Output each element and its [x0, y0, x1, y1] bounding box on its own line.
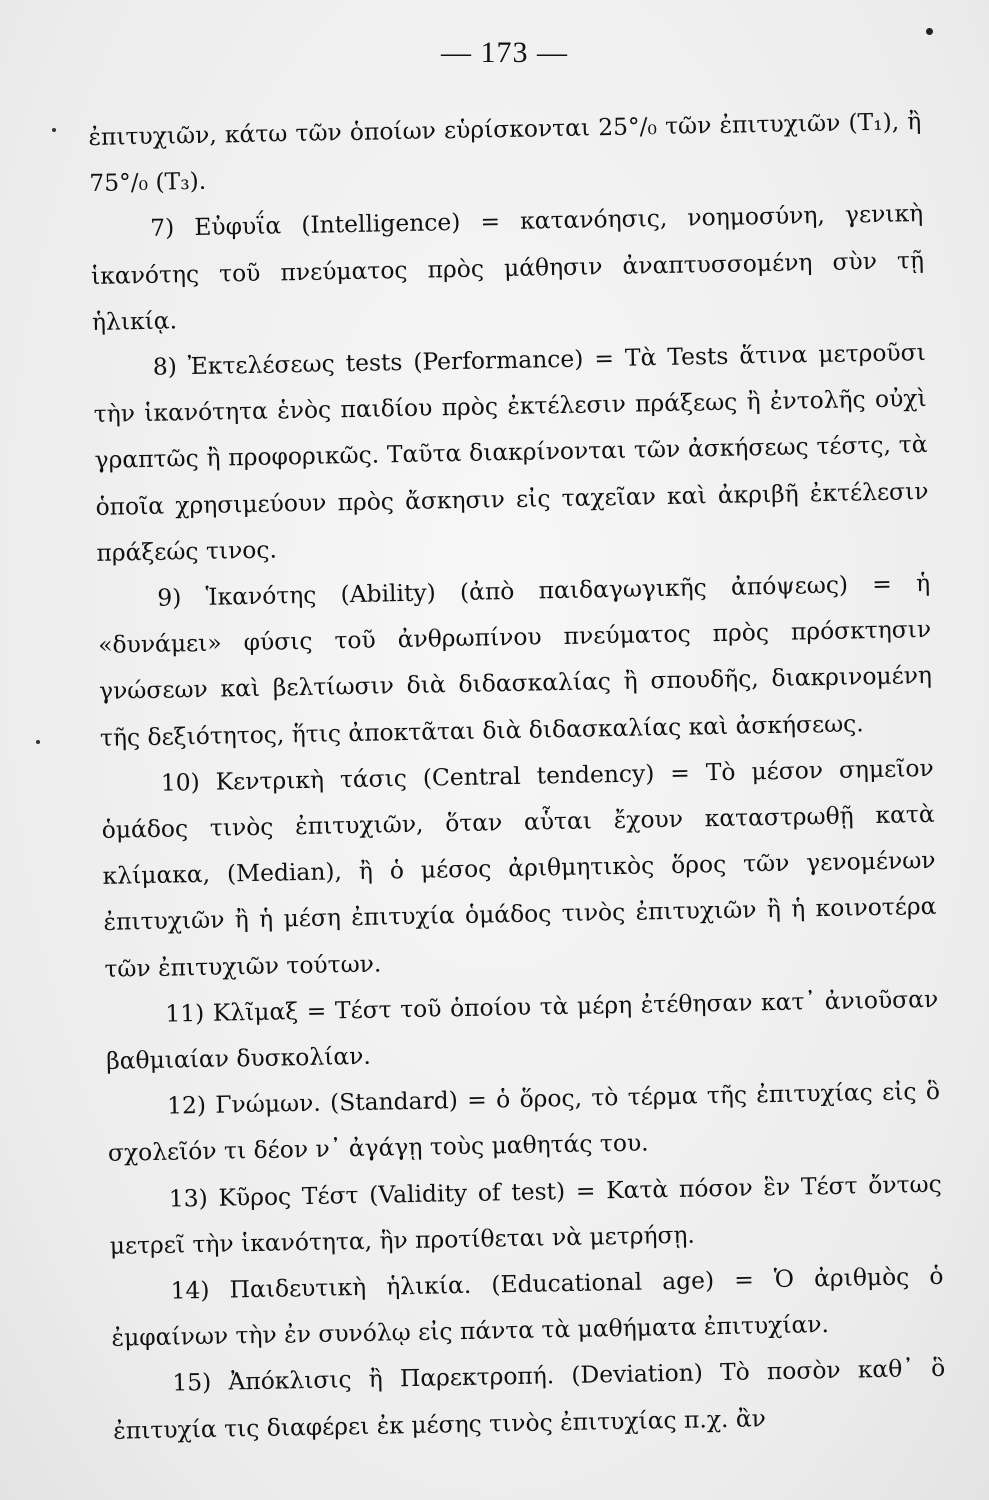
paragraph-definition-14: 14) Παιδευτικὴ ἡλικία. (Educational age) = Ὁ ἀριθμὸς ὁ ἐμφαίνων τὴν ἐν συνόλῳ εἰς πάντα τὰ μαθήματα ἐπιτυχίαν.	[111, 1261, 944, 1353]
page-number: — 173 —	[441, 36, 568, 69]
paragraph-definition-7: 7) Εὐφυΐα (Intelligence) = κατανόησις, νοημοσύνη, γενικὴ ἱκανότης τοῦ πνεύματος πρὸς μάθησιν ἀναπτυσσομένη σὺν τῇ ἡλικίᾳ.	[90, 199, 925, 336]
paragraph-definition-15: 15) Ἀπόκλισις ἢ Παρεκτροπή. (Deviation) Τὸ ποσὸν καθ᾿ ὃ ἐπιτυχία τις διαφέρει ἐκ μέσης τινὸς ἐπιτυχίας π.χ. ἂν	[113, 1354, 946, 1445]
paragraph-definition-13: 13) Κῦρος Τέστ (Validity of test) = Κατὰ πόσον ἓν Τέστ ὄντως μετρεῖ τὴν ἱκανότητα, ἣν προτίθεται νὰ μετρήσῃ.	[109, 1169, 942, 1260]
paragraph-definition-10: 10) Κεντρικὴ τάσις (Central tendency) = Τὸ μέσον σημεῖον ὁμάδος τινὸς ἐπιτυχιῶν, ὅταν αὗται ἔχουν καταστρωθῇ κατὰ κλίμακα, (Median), ἢ ὁ μέσος ἀριθμητικὸς ὅρος τῶν γενομένων ἐπιτυχιῶν ἢ ἡ μέση ἐπιτυχία ὁμάδος τινὸς ἐπιτυχιῶν ἢ ἡ κοινοτέρα τῶν ἐπιτυχιῶν τούτων.	[101, 753, 937, 983]
ink-dot	[926, 28, 933, 35]
paragraph-definition-12: 12) Γνώμων. (Standard) = ὁ ὅρος, τὸ τέρμα τῆς ἐπιτυχίας εἰς ὃ σχολεῖόν τι δέον ν᾿ ἀγάγῃ τοὺς μαθητάς του.	[107, 1077, 941, 1168]
paragraph-definition-9: 9) Ἱκανότης (Ability) (ἀπὸ παιδαγωγικῆς ἀπόψεως) = ἡ «δυνάμει» φύσις τοῦ ἀνθρωπίνου πνεύματος πρὸς πρόσκτησιν γνώσεων καὶ βελτίωσιν διὰ διδασκαλίας ἢ σπουδῆς, διακρινομένη τῆς δεξιότητος, ἥτις ἀποκτᾶται διὰ διδασκαλίας καὶ ἀσκήσεως.	[97, 568, 933, 752]
stray-mark	[52, 128, 56, 132]
paragraph-definition-8: 8) Ἐκτελέσεως tests (Performance) = Τὰ Tests ἅτινα μετροῦσι τὴν ἱκανότητα ἑνὸς παιδίου πρὸς ἐκτέλεσιν πράξεως ἢ ἐντολῆς οὐχὶ γραπτῶς ἢ προφορικῶς. Ταῦτα διακρίνονται τῶν ἀσκήσεως τέστς, τὰ ὁποῖα χρησιμεύουν πρὸς ἄσκησιν εἰς ταχεῖαν καὶ ἀκριβῆ ἐκτέλεσιν πράξεώς τινος.	[93, 337, 929, 567]
stray-mark	[36, 740, 40, 744]
body-text	[88, 98, 947, 1454]
paragraph-continuation: ἐπιτυχιῶν, κάτω τῶν ὁποίων εὑρίσκονται 25°/₀ τῶν ἐπιτυχιῶν (T₁), ἢ 75°/₀ (T₃).	[88, 107, 922, 198]
paragraph-definition-11: 11) Κλῖμαξ = Τέστ τοῦ ὁποίου τὰ μέρη ἐτέθησαν κατ᾿ ἀνιοῦσαν βαθμιαίαν δυσκολίαν.	[105, 984, 939, 1075]
